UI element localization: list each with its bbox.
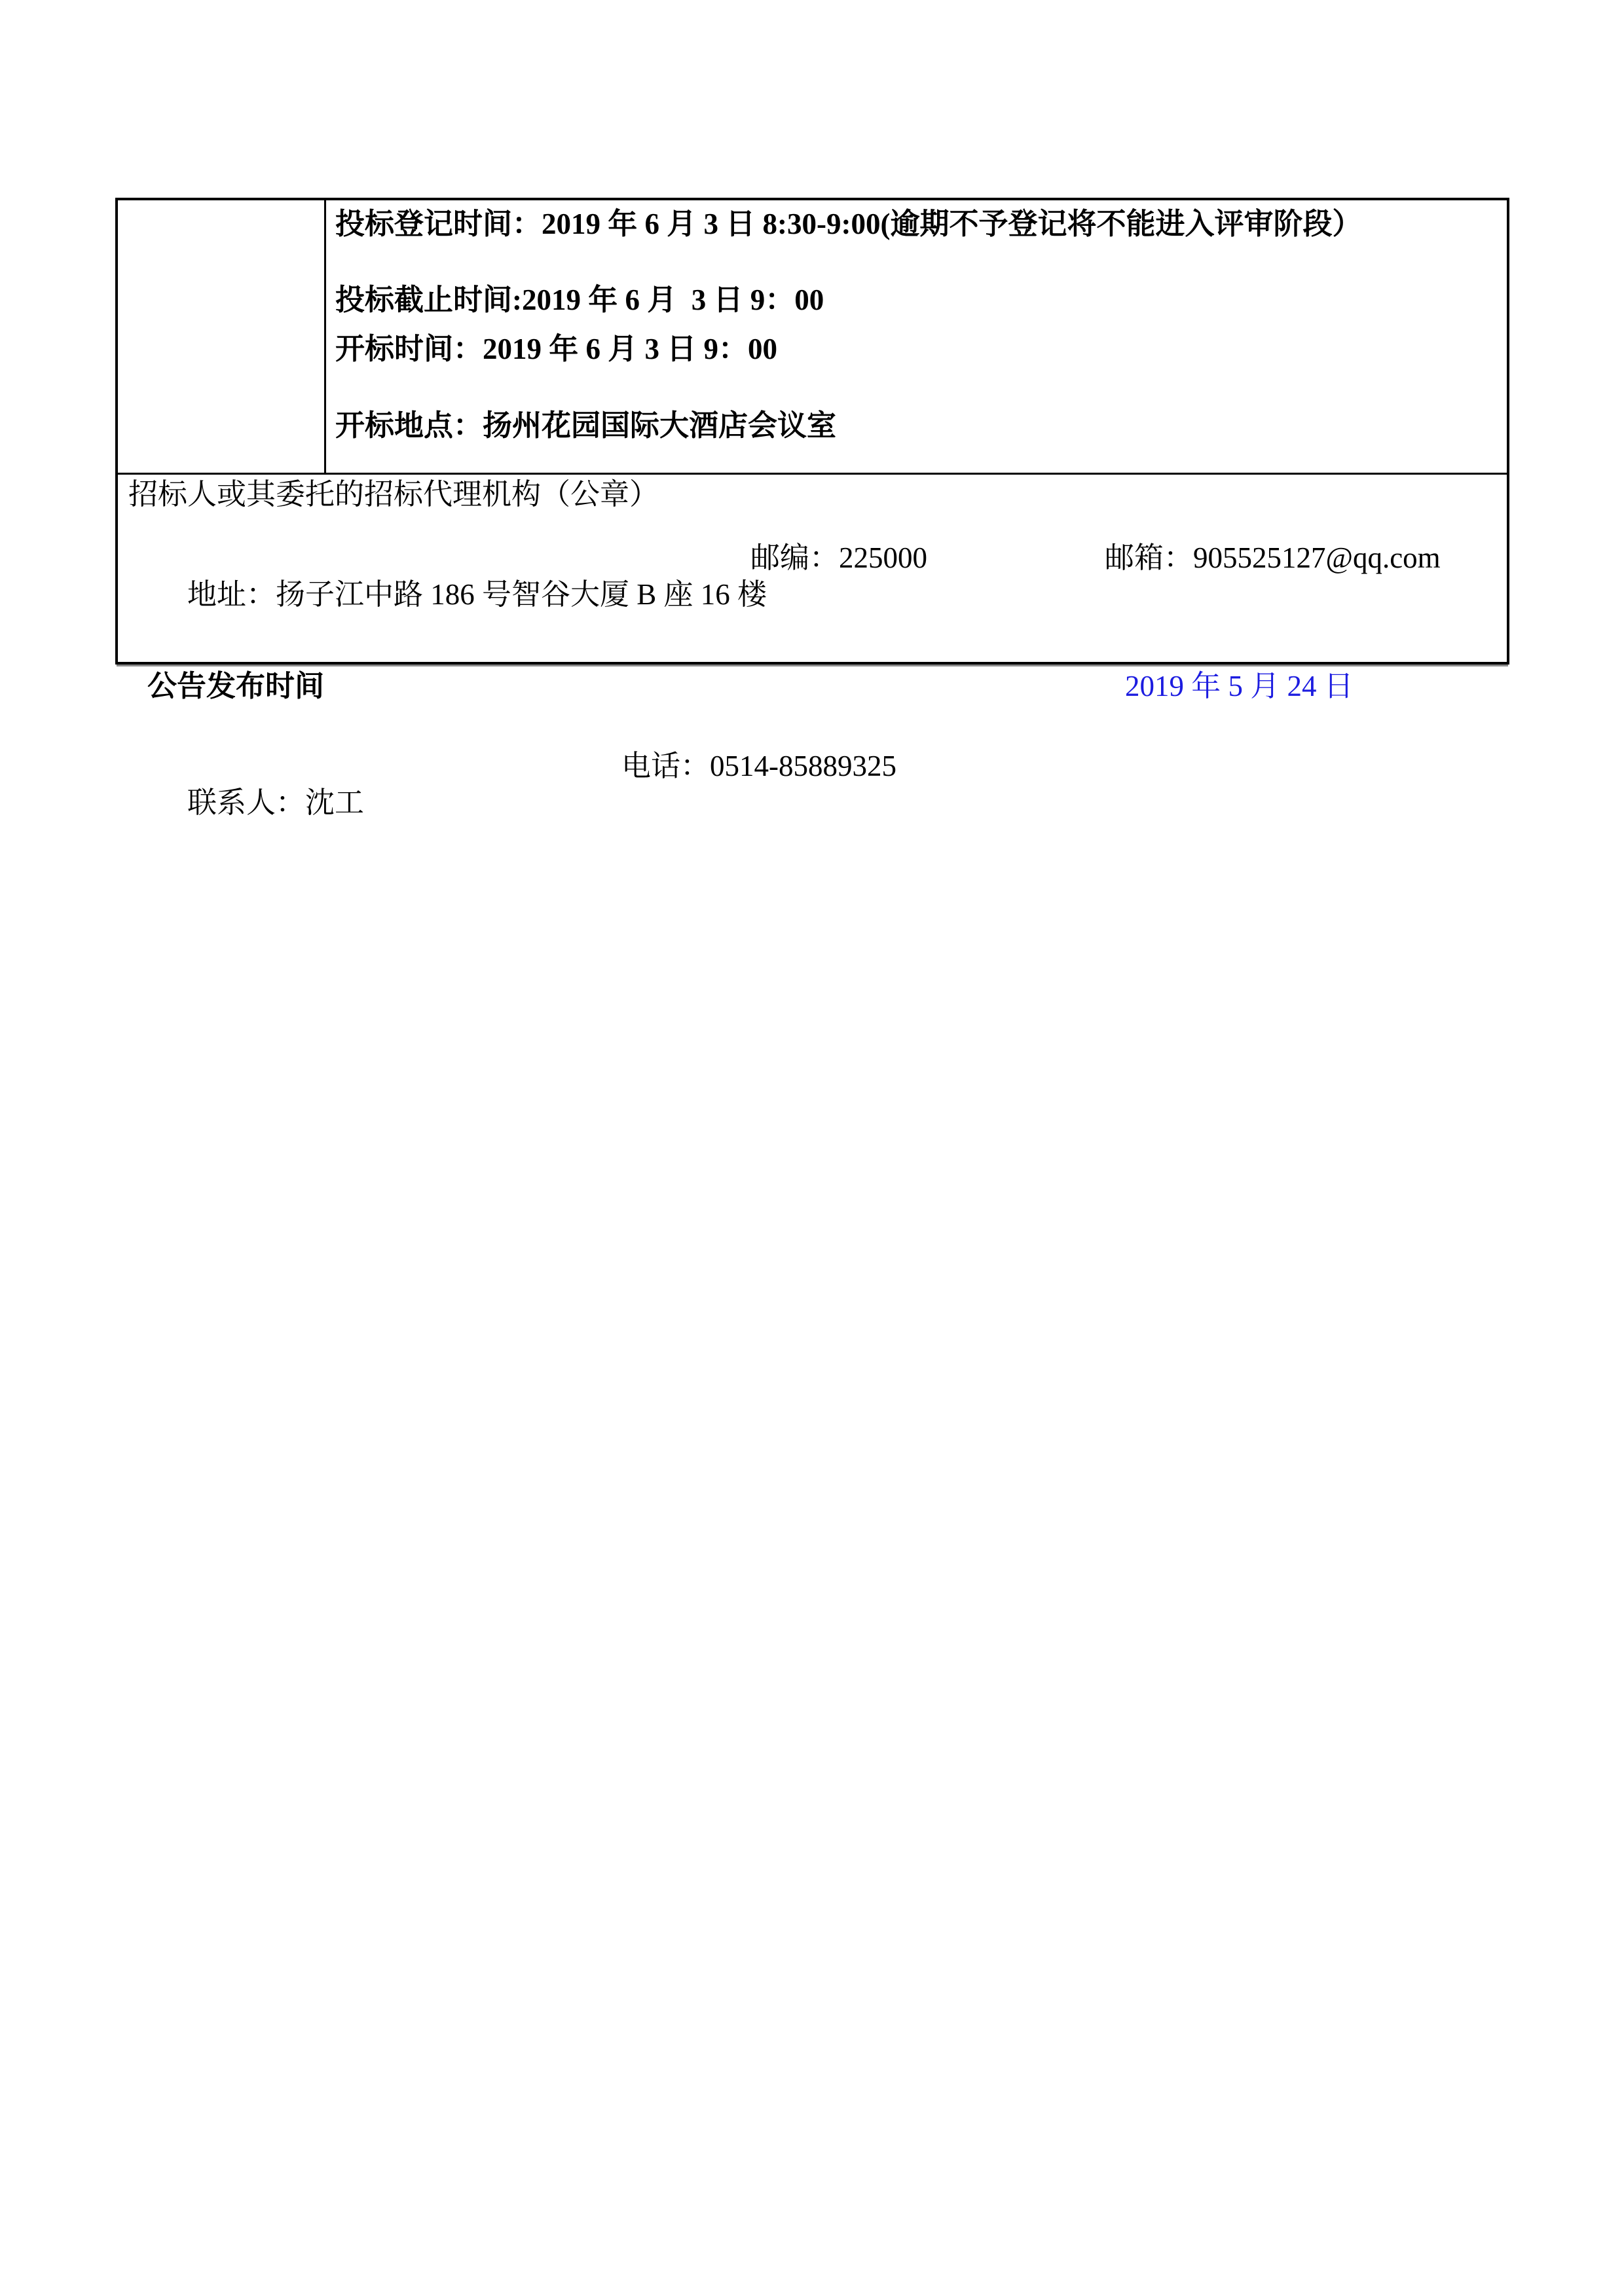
- bid-deadline-time: 投标截止时间:2019 年 6 月 3 日 9：00: [335, 283, 824, 316]
- agency-postcode: 邮编：225000: [750, 541, 928, 574]
- agency-contact-person: 联系人：沈工: [187, 786, 365, 819]
- agency-phone: 电话：0514-85889325: [621, 750, 896, 782]
- schedule-label-cell: [118, 200, 326, 473]
- agency-email: 邮箱：905525127@qq.com: [1105, 541, 1441, 574]
- publish-date: 2019 年 5 月 24 日: [1125, 670, 1354, 702]
- publish-time-line: [0, 668, 1624, 704]
- schedule-content-cell: [326, 200, 1507, 473]
- agency-address: 地址：扬子江中路 186 号智谷大厦 B 座 16 楼: [187, 578, 767, 611]
- publish-time-label: 公告发布时间: [147, 670, 325, 702]
- bid-opening-time: 开标时间：2019 年 6 月 3 日 9：00: [335, 333, 778, 365]
- agency-title-line: [118, 476, 1507, 513]
- bid-opening-place: 开标地点：扬州花园国际大酒店会议室: [335, 409, 837, 442]
- bid-registration-time: 投标登记时间：2019 年 6 月 3 日 8:30-9:00(逾期不予登记将不能进入评审阶段）: [335, 208, 1362, 240]
- schedule-row: [118, 200, 1507, 475]
- agency-contact-line: [118, 748, 1507, 894]
- agency-title: 招标人或其委托的招标代理机构（公章）: [128, 478, 659, 511]
